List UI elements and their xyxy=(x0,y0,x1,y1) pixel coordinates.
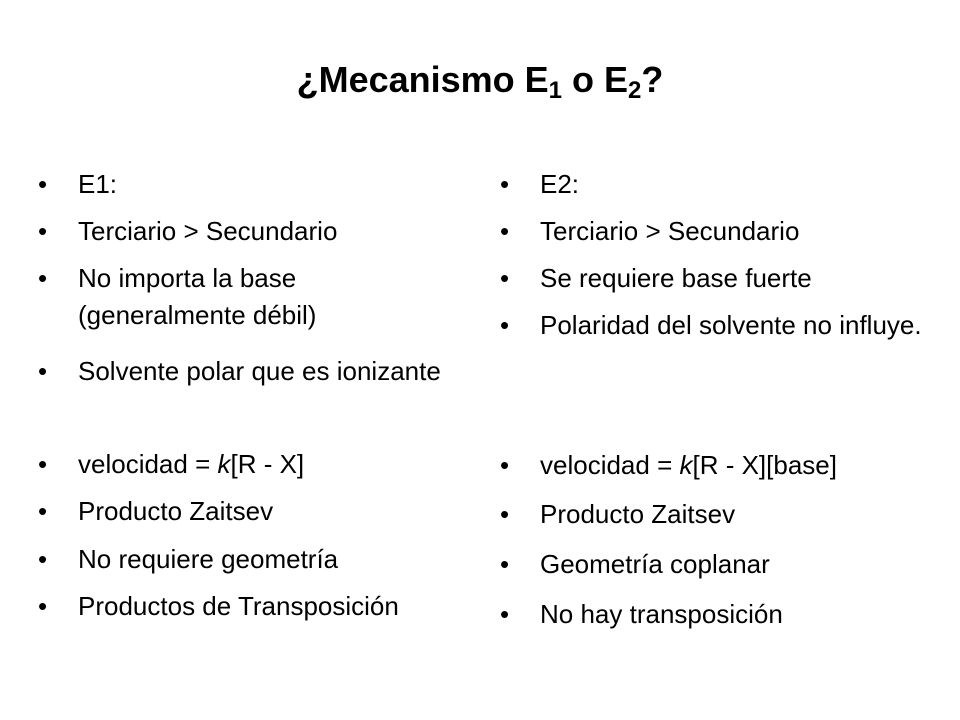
bullet: • xyxy=(38,544,48,574)
list-item xyxy=(38,260,448,334)
list-item xyxy=(38,588,448,625)
bullet: • xyxy=(38,356,48,386)
list-item-text: No requiere geometría xyxy=(78,544,339,574)
list-item xyxy=(500,260,945,297)
list-item-text: Producto Zaitsev xyxy=(78,496,274,526)
list-item-text xyxy=(78,446,448,483)
list-item xyxy=(500,307,945,344)
list-item xyxy=(500,166,945,203)
list-item-text xyxy=(540,447,945,484)
bullet: • xyxy=(500,169,510,199)
list-item xyxy=(38,493,448,530)
rate-constant: k xyxy=(217,449,231,479)
title-subscript-1: 1 xyxy=(548,77,563,104)
rate-prefix: velocidad = xyxy=(78,449,218,479)
list-item xyxy=(38,213,448,250)
rate-prefix: velocidad = xyxy=(540,450,680,480)
list-item xyxy=(38,353,448,390)
title-subscript-2: 2 xyxy=(628,77,642,104)
title-suffix: ? xyxy=(641,59,664,100)
list-item-text: Geometría coplanar xyxy=(540,549,770,579)
list-item-text: Productos de Transposición xyxy=(78,591,399,621)
list-item-text: Terciario > Secundario xyxy=(540,216,800,246)
bullet: • xyxy=(38,496,48,526)
list-item xyxy=(500,596,945,633)
list-item xyxy=(500,546,945,583)
rate-constant: k xyxy=(679,450,693,480)
title-middle: o E xyxy=(562,59,629,100)
bullet: • xyxy=(38,169,48,199)
rate-suffix: [R - X][base] xyxy=(692,450,837,480)
list-item-text: No importa la base (generalmente débil) xyxy=(78,263,317,330)
list-item-text: E1: xyxy=(78,169,118,199)
slide-title xyxy=(0,58,960,102)
bullet: • xyxy=(500,216,510,246)
list-item-text: Terciario > Secundario xyxy=(78,216,338,246)
bullet: • xyxy=(38,591,48,621)
list-item-text: Polaridad del solvente no influye. xyxy=(540,310,922,340)
rate-suffix: [R - X] xyxy=(230,449,305,479)
list-item xyxy=(500,213,945,250)
list-item xyxy=(38,166,448,203)
bullet: • xyxy=(500,499,510,529)
list-item-text: Se requiere base fuerte xyxy=(540,263,812,293)
bullet: • xyxy=(38,449,48,479)
list-item-text: No hay transposición xyxy=(540,599,783,629)
list-item xyxy=(500,447,945,484)
bullet: • xyxy=(500,599,510,629)
bullet: • xyxy=(500,310,510,340)
bullet: • xyxy=(38,263,48,293)
list-item-text: Solvente polar que es ionizante xyxy=(78,356,441,386)
bullet: • xyxy=(500,549,510,579)
title-prefix: ¿Mecanismo E xyxy=(296,59,549,100)
list-item xyxy=(38,541,448,578)
bullet: • xyxy=(500,450,510,480)
list-item xyxy=(38,446,448,483)
list-item-text: E2: xyxy=(540,169,580,199)
bullet: • xyxy=(38,216,48,246)
bullet: • xyxy=(500,263,510,293)
list-item xyxy=(500,496,945,533)
list-item-text: Producto Zaitsev xyxy=(540,499,736,529)
